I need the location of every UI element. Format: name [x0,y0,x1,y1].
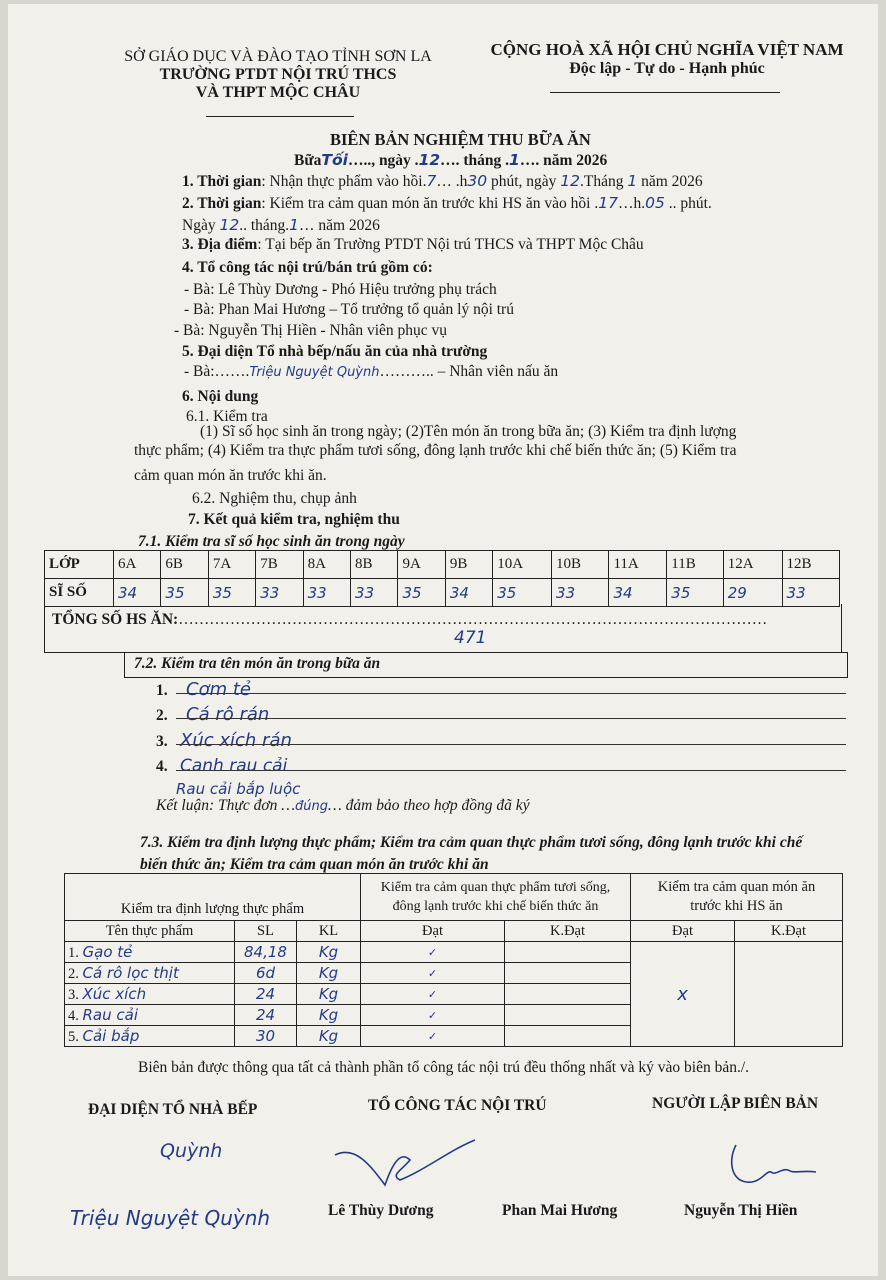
qt-food: 3. Xúc xích [65,984,235,1005]
qt-food: 5. Cải bắp [65,1026,235,1047]
qt-header-quant: Kiểm tra định lượng thực phẩm [65,874,361,921]
section-7-heading: 7. Kết quả kiểm tra, nghiệm thu [188,511,400,528]
section-2-line2: Ngày 12.. tháng.1… năm 2026 [182,216,380,234]
class-cell: 8B [351,551,398,579]
member-1: - Bà: Lê Thùy Dương - Phó Hiệu trưởng phụ trách [184,281,497,298]
section-6-para-3: cảm quan món ăn trước khi ăn. [134,467,327,484]
qt-header-sensory: Kiểm tra cảm quan món ăn trước khi HS ăn [631,874,843,921]
kitchen-rep-name: Triệu Nguyệt Quỳnh [249,365,380,380]
meal-value: Tối [321,151,348,169]
count-cell: 34 [609,579,667,607]
class-cell: 11A [609,551,667,579]
qt-header-row [65,874,843,921]
class-label: LỚP [45,551,114,579]
count-cell: 33 [303,579,350,607]
page-title: BIÊN BẢN NGHIỆM THU BỮA ĂN [330,130,591,149]
count-cell: 35 [667,579,723,607]
committee-name-2: Phan Mai Hương [502,1202,618,1219]
member-3: - Bà: Nguyễn Thị Hiền - Nhân viên phục vụ [174,322,448,339]
class-cell: 12A [723,551,782,579]
qt-kdat [505,1026,631,1047]
class-cell: 9B [445,551,492,579]
kitchen-title: ĐẠI DIỆN TỔ NHÀ BẾP [88,1101,258,1118]
count-cell: 35 [493,579,552,607]
section-1: 1. Thời gian: Nhận thực phẩm vào hồi.7… .h30 phút, ngày 12.Tháng 1 năm 2026 [182,172,703,190]
qt-sl: 6d [235,963,297,984]
qt-kl: Kg [297,984,361,1005]
qt-col-kdat2: K.Đạt [735,921,843,942]
dish-num: 1. [156,682,168,699]
count-cell: 33 [256,579,303,607]
count-cell: 34 [114,579,161,607]
class-cell: 9A [398,551,445,579]
qt-col-name: Tên thực phẩm [65,921,235,942]
qt-col-row [65,921,843,942]
qt-col-sl: SL [235,921,297,942]
kitchen-rep-line: - Bà:…….Triệu Nguyệt Quỳnh……….. – Nhân viên nấu ăn [184,363,559,380]
qt-kl: Kg [297,963,361,984]
meal-line: BữaTối….., ngày .12…. tháng .1…. năm 2026 [294,151,608,169]
qt-sl: 24 [235,984,297,1005]
qt-kdat [505,942,631,963]
closing-text: Biên bản được thông qua tất cả thành phần tổ công tác nội trú đều thống nhất và ký vào biên bản./. [138,1059,750,1076]
count-cell: 33 [552,579,609,607]
dish-name: Canh rau cải [180,756,288,776]
qt-row [65,942,843,963]
qt-header-fresh: Kiểm tra cảm quan thực phẩm tươi sống, đông lạnh trước khi chế biến thức ăn [361,874,631,921]
school-name-2: VÀ THPT MỘC CHÂU [195,84,361,101]
dept-name: SỞ GIÁO DỤC VÀ ĐÀO TẠO TỈNH SƠN LA [124,48,432,65]
writer-name: Nguyễn Thị Hiền [684,1202,798,1219]
dish-line [176,744,846,745]
count-cell: 33 [782,579,839,607]
member-2: - Bà: Phan Mai Hương – Tổ trưởng tổ quản lý nội trú [184,301,514,318]
section-6-para-2: thực phẩm; (4) Kiểm tra thực phẩm tươi sống, đông lạnh trước khi chế biến thức ăn; (5) Kiểm tra [134,442,737,459]
qt-dat: ✓ [361,1026,505,1047]
kitchen-sign-short: Quỳnh [160,1140,223,1162]
writer-title: NGƯỜI LẬP BIÊN BẢN [652,1095,819,1112]
qt-dat: ✓ [361,963,505,984]
class-count-table [44,550,840,607]
class-cell: 10A [493,551,552,579]
committee-name-1: Lê Thùy Dương [328,1202,434,1219]
count-label: SĨ SỐ [45,579,114,607]
class-cell: 6B [161,551,208,579]
qt-col-dat2: Đạt [631,921,735,942]
qt-sl: 24 [235,1005,297,1026]
dish-line [176,718,846,719]
section-6-1: 6.1. Kiểm tra [186,408,268,425]
qt-kdat [505,963,631,984]
count-cell: 35 [398,579,445,607]
class-cell: 6A [114,551,161,579]
count-row [45,579,840,607]
count-cell: 35 [161,579,208,607]
meal-month: 1 [509,151,520,169]
section-3: 3. Địa điểm: Tại bếp ăn Trường PTDT Nội trú THCS và THPT Mộc Châu [182,236,644,253]
qt-sl: 84,18 [235,942,297,963]
class-cell: 11B [667,551,723,579]
qt-col-dat: Đạt [361,921,505,942]
qt-dat: ✓ [361,984,505,1005]
section-5-heading: 5. Đại diện Tổ nhà bếp/nấu ăn của nhà trường [182,343,488,360]
extra-dish: Rau cải bắp luộc [176,780,301,798]
school-name-1: TRƯỜNG PTDT NỘI TRÚ THCS [159,66,397,83]
dish-name: Cơm tẻ [186,679,251,700]
header-right-underline [550,92,780,93]
subsection-7-3-line1: 7.3. Kiểm tra định lượng thực phẩm; Kiểm tra cảm quan thực phẩm tươi sống, đông lạnh trước khi chế [140,834,803,851]
section-6-2: 6.2. Nghiệm thu, chụp ảnh [192,490,357,507]
dish-name: Xúc xích rán [180,730,292,751]
count-cell: 35 [208,579,255,607]
class-row [45,551,840,579]
header-left-underline [206,116,354,117]
kitchen-name: Triệu Nguyệt Quỳnh [70,1206,271,1230]
qt-sl: 30 [235,1026,297,1047]
count-cell: 29 [723,579,782,607]
qt-kdat [505,984,631,1005]
section-6-heading: 6. Nội dung [182,388,259,405]
qt-kl: Kg [297,1005,361,1026]
total-label: TỔNG SỐ HS ĂN:…………………………………………………………………………………………………… [52,611,768,628]
qt-dat: ✓ [361,942,505,963]
header-left [118,48,438,102]
class-cell: 8A [303,551,350,579]
qt-dat: ✓ [361,1005,505,1026]
subsection-7-3-line2: biến thức ăn; Kiểm tra cảm quan món ăn trước khi ăn [140,856,489,873]
dish-name: Cá rô rán [186,704,270,725]
meal-day: 12 [418,151,441,169]
qt-kdat [505,1005,631,1026]
dish-num: 2. [156,707,168,724]
conclusion: Kết luận: Thực đơn …đúng… đảm bảo theo hợp đồng đã ký [156,797,530,814]
class-cell: 10B [552,551,609,579]
qt-food: 1. Gạo tẻ [65,942,235,963]
qt-food: 2. Cá rô lọc thịt [65,963,235,984]
committee-signature-icon [330,1135,480,1195]
committee-title: TỔ CÔNG TÁC NỘI TRÚ [368,1097,547,1114]
qt-kl: Kg [297,1026,361,1047]
dish-num: 4. [156,758,168,775]
header-right [482,40,852,78]
writer-signature-icon [726,1140,826,1190]
subsection-7-1: 7.1. Kiểm tra sĩ số học sinh ăn trong ngày [138,533,405,550]
section-4-heading: 4. Tổ công tác nội trú/bán trú gồm có: [182,259,433,276]
quantity-table [64,873,843,1047]
section-6-para-1: (1) Sĩ số học sinh ăn trong ngày; (2)Tên món ăn trong bữa ăn; (3) Kiểm tra định lượng [200,423,737,440]
subsection-7-2: 7.2. Kiểm tra tên món ăn trong bữa ăn [134,655,381,672]
dish-line [176,770,846,771]
motto: Độc lập - Tự do - Hạnh phúc [569,60,765,77]
total-value: 471 [454,628,487,648]
qt-food: 4. Rau cải [65,1005,235,1026]
country-name: CỘNG HOÀ XÃ HỘI CHỦ NGHĨA VIỆT NAM [490,40,844,59]
dish-line [176,693,846,694]
class-cell: 7B [256,551,303,579]
dish-num: 3. [156,733,168,750]
count-cell: 34 [445,579,492,607]
class-cell: 7A [208,551,255,579]
qt-sens-dat: x [631,942,735,1047]
class-cell: 12B [782,551,839,579]
section-2-line1: 2. Thời gian: Kiểm tra cảm quan món ăn trước khi HS ăn vào hồi .17…h.05 .. phút. [182,194,712,212]
qt-col-kl: KL [297,921,361,942]
qt-sens-kdat [735,942,843,1047]
qt-col-kdat: K.Đạt [505,921,631,942]
count-cell: 33 [351,579,398,607]
qt-kl: Kg [297,942,361,963]
